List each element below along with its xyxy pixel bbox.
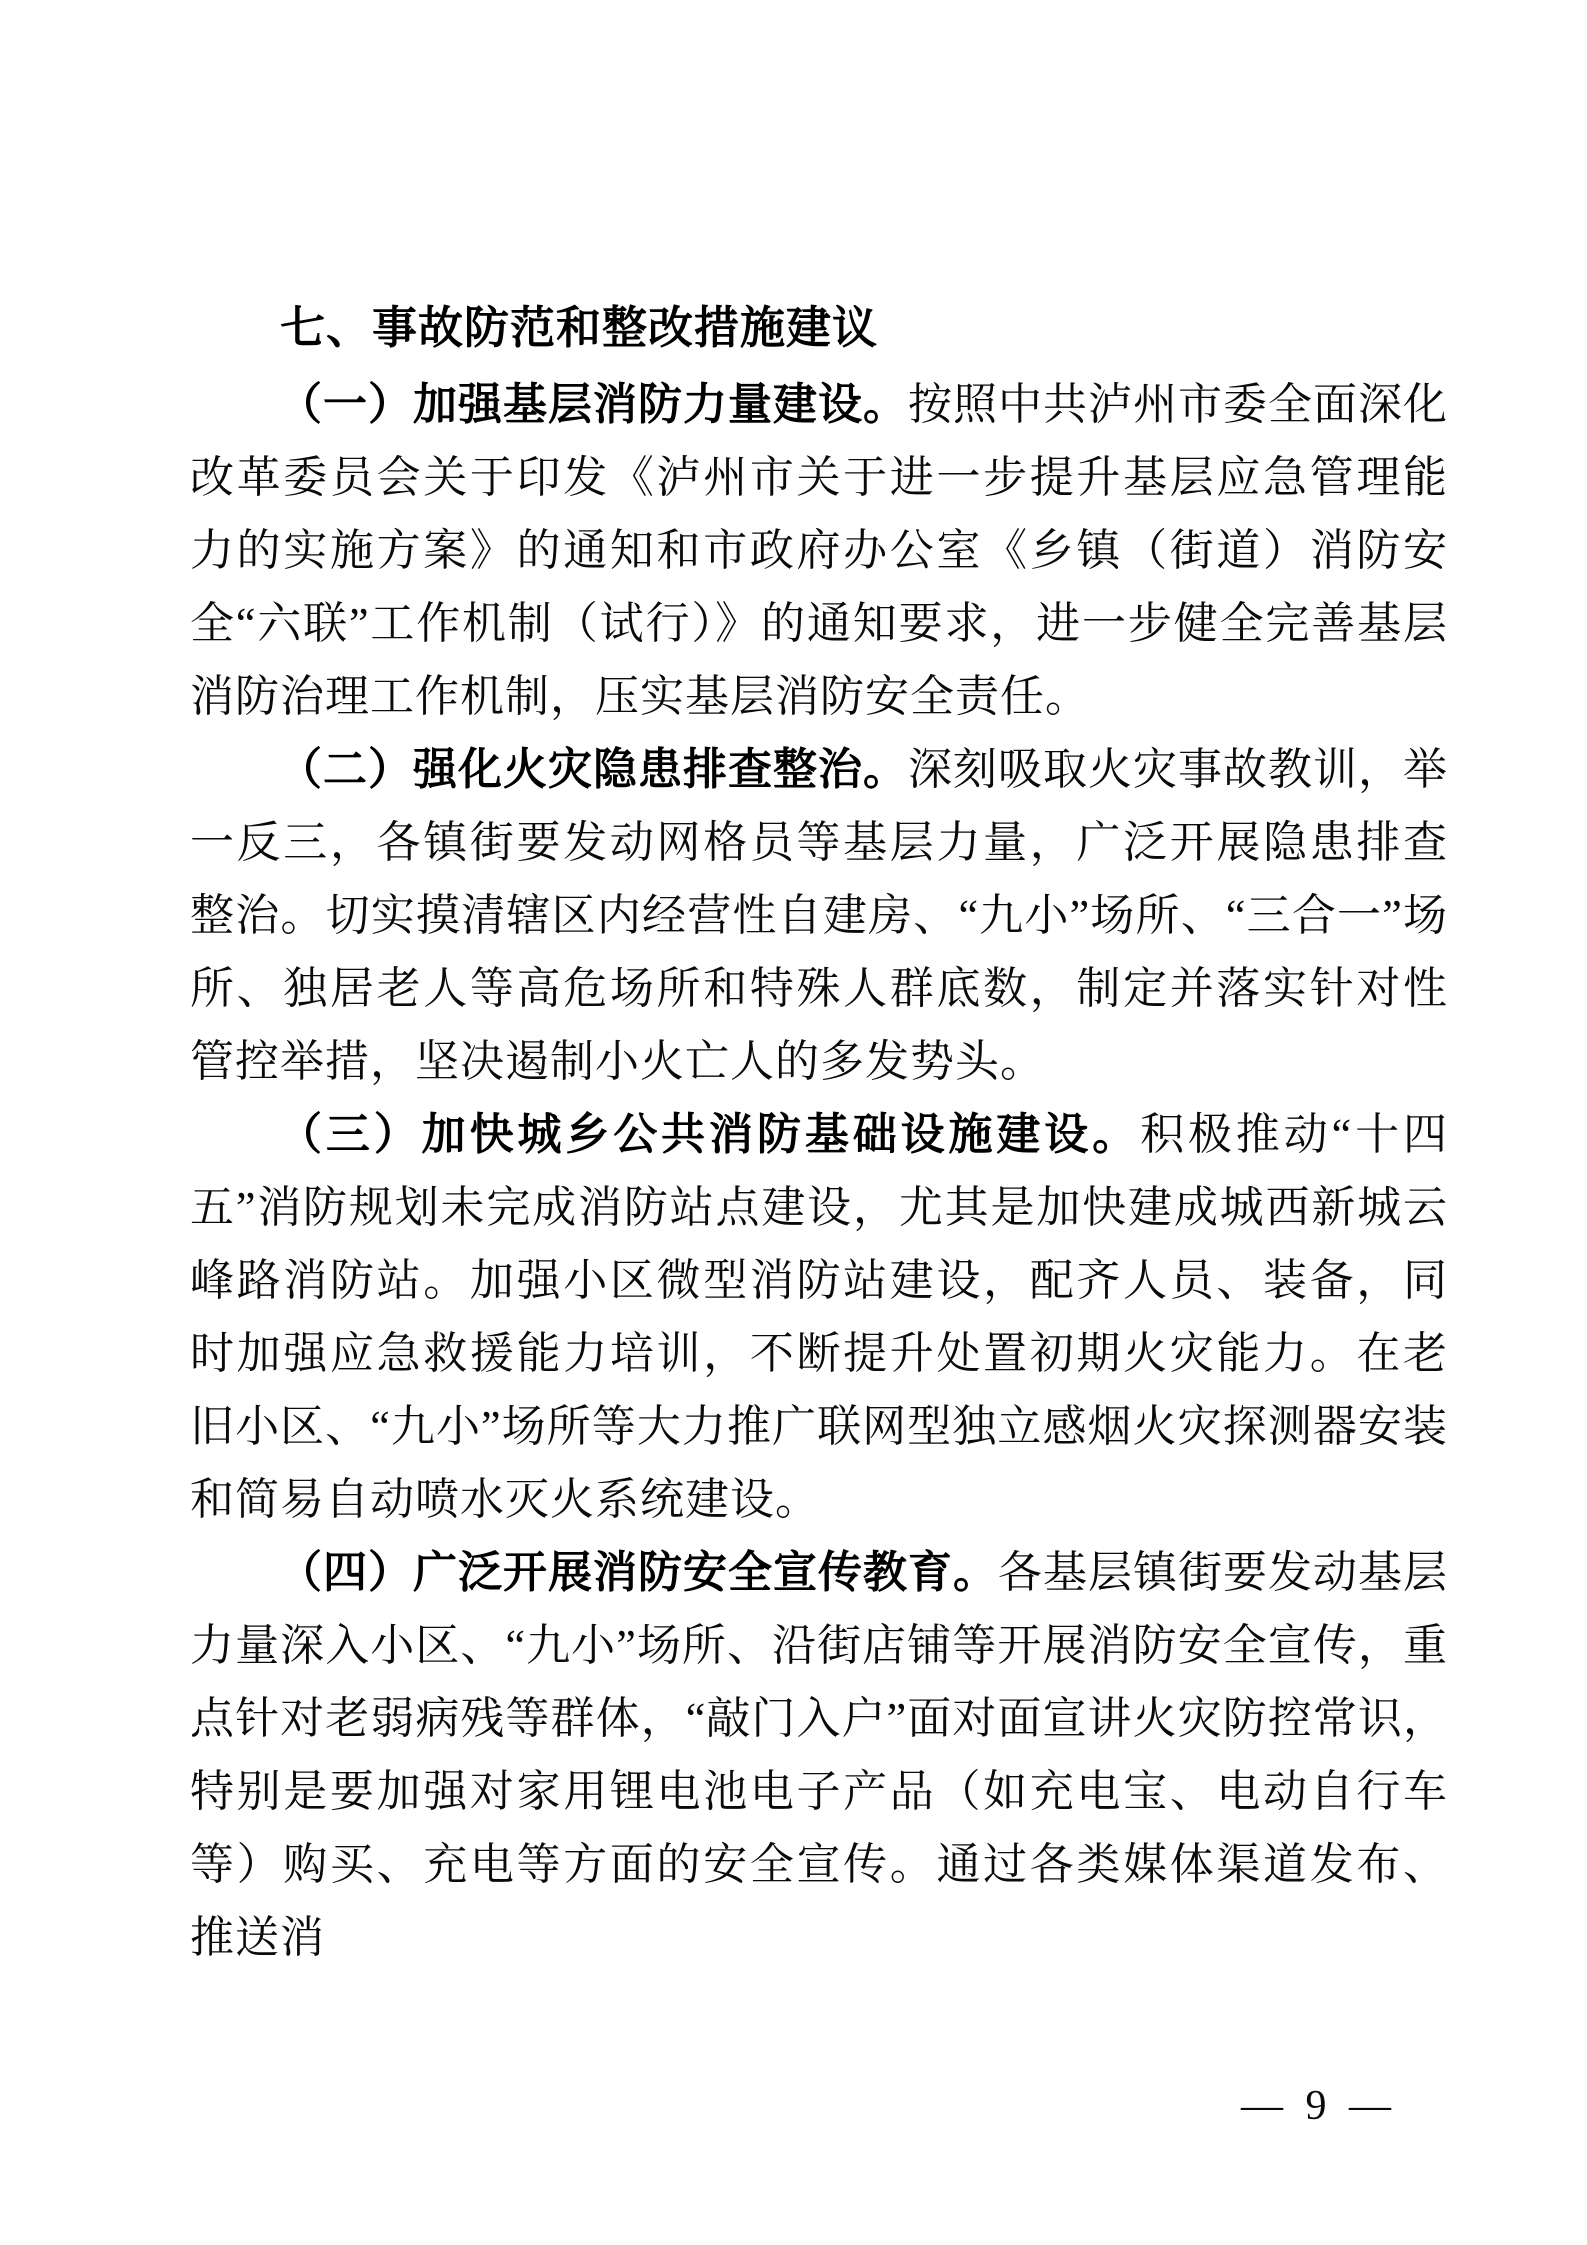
paragraph-4-body: 各基层镇街要发动基层力量深入小区、“九小”场所、沿街店铺等开展消防安全宣传，重点针对老弱病残等群体，“敲门入户”面对面宣讲火灾防控常识，特别是要加强对家用锂电池电子产品（如充电宝、电动自行车等）购买、充电等方面的安全宣传。通过各类媒体渠道发布、推送消: [190, 1548, 1448, 1962]
paragraph-2: [190, 733, 1448, 1098]
document-content: [190, 288, 1448, 1974]
paragraph-2-body: 深刻吸取火灾事故教训，举一反三，各镇街要发动网格员等基层力量，广泛开展隐患排查整治。切实摸清辖区内经营性自建房、“九小”场所、“三合一”场所、独居老人等高危场所和特殊人群底数，制定并落实针对性管控举措，坚决遏制小火亡人的多发势头。: [190, 745, 1448, 1086]
page-number: — 9 —: [1241, 2083, 1397, 2129]
paragraph-2-lead: （二）强化火灾隐患排查整治。: [278, 745, 908, 794]
paragraph-1: [190, 368, 1448, 733]
paragraph-1-lead: （一）加强基层消防力量建设。: [278, 380, 908, 429]
paragraph-3: [190, 1098, 1448, 1536]
paragraph-3-body: 积极推动“十四五”消防规划未完成消防站点建设，尤其是加快建成城西新城云峰路消防站。加强小区微型消防站建设，配齐人员、装备，同时加强应急救援能力培训，不断提升处置初期火灾能力。在老旧小区、“九小”场所等大力推广联网型独立感烟火灾探测器安装和简易自动喷水灭火系统建设。: [190, 1110, 1449, 1524]
paragraph-4: [190, 1536, 1448, 1974]
section-heading: 七、事故防范和整改措施建议: [280, 302, 879, 353]
paragraph-4-lead: （四）广泛开展消防安全宣传教育。: [278, 1548, 998, 1597]
paragraph-3-lead: （三）加快城乡公共消防基础设施建设。: [278, 1110, 1141, 1159]
paragraph-1-body: 按照中共泸州市委全面深化改革委员会关于印发《泸州市关于进一步提升基层应急管理能力的实施方案》的通知和市政府办公室《乡镇（街道）消防安全“六联”工作机制（试行）》的通知要求，进一步健全完善基层消防治理工作机制，压实基层消防安全责任。: [190, 380, 1448, 721]
